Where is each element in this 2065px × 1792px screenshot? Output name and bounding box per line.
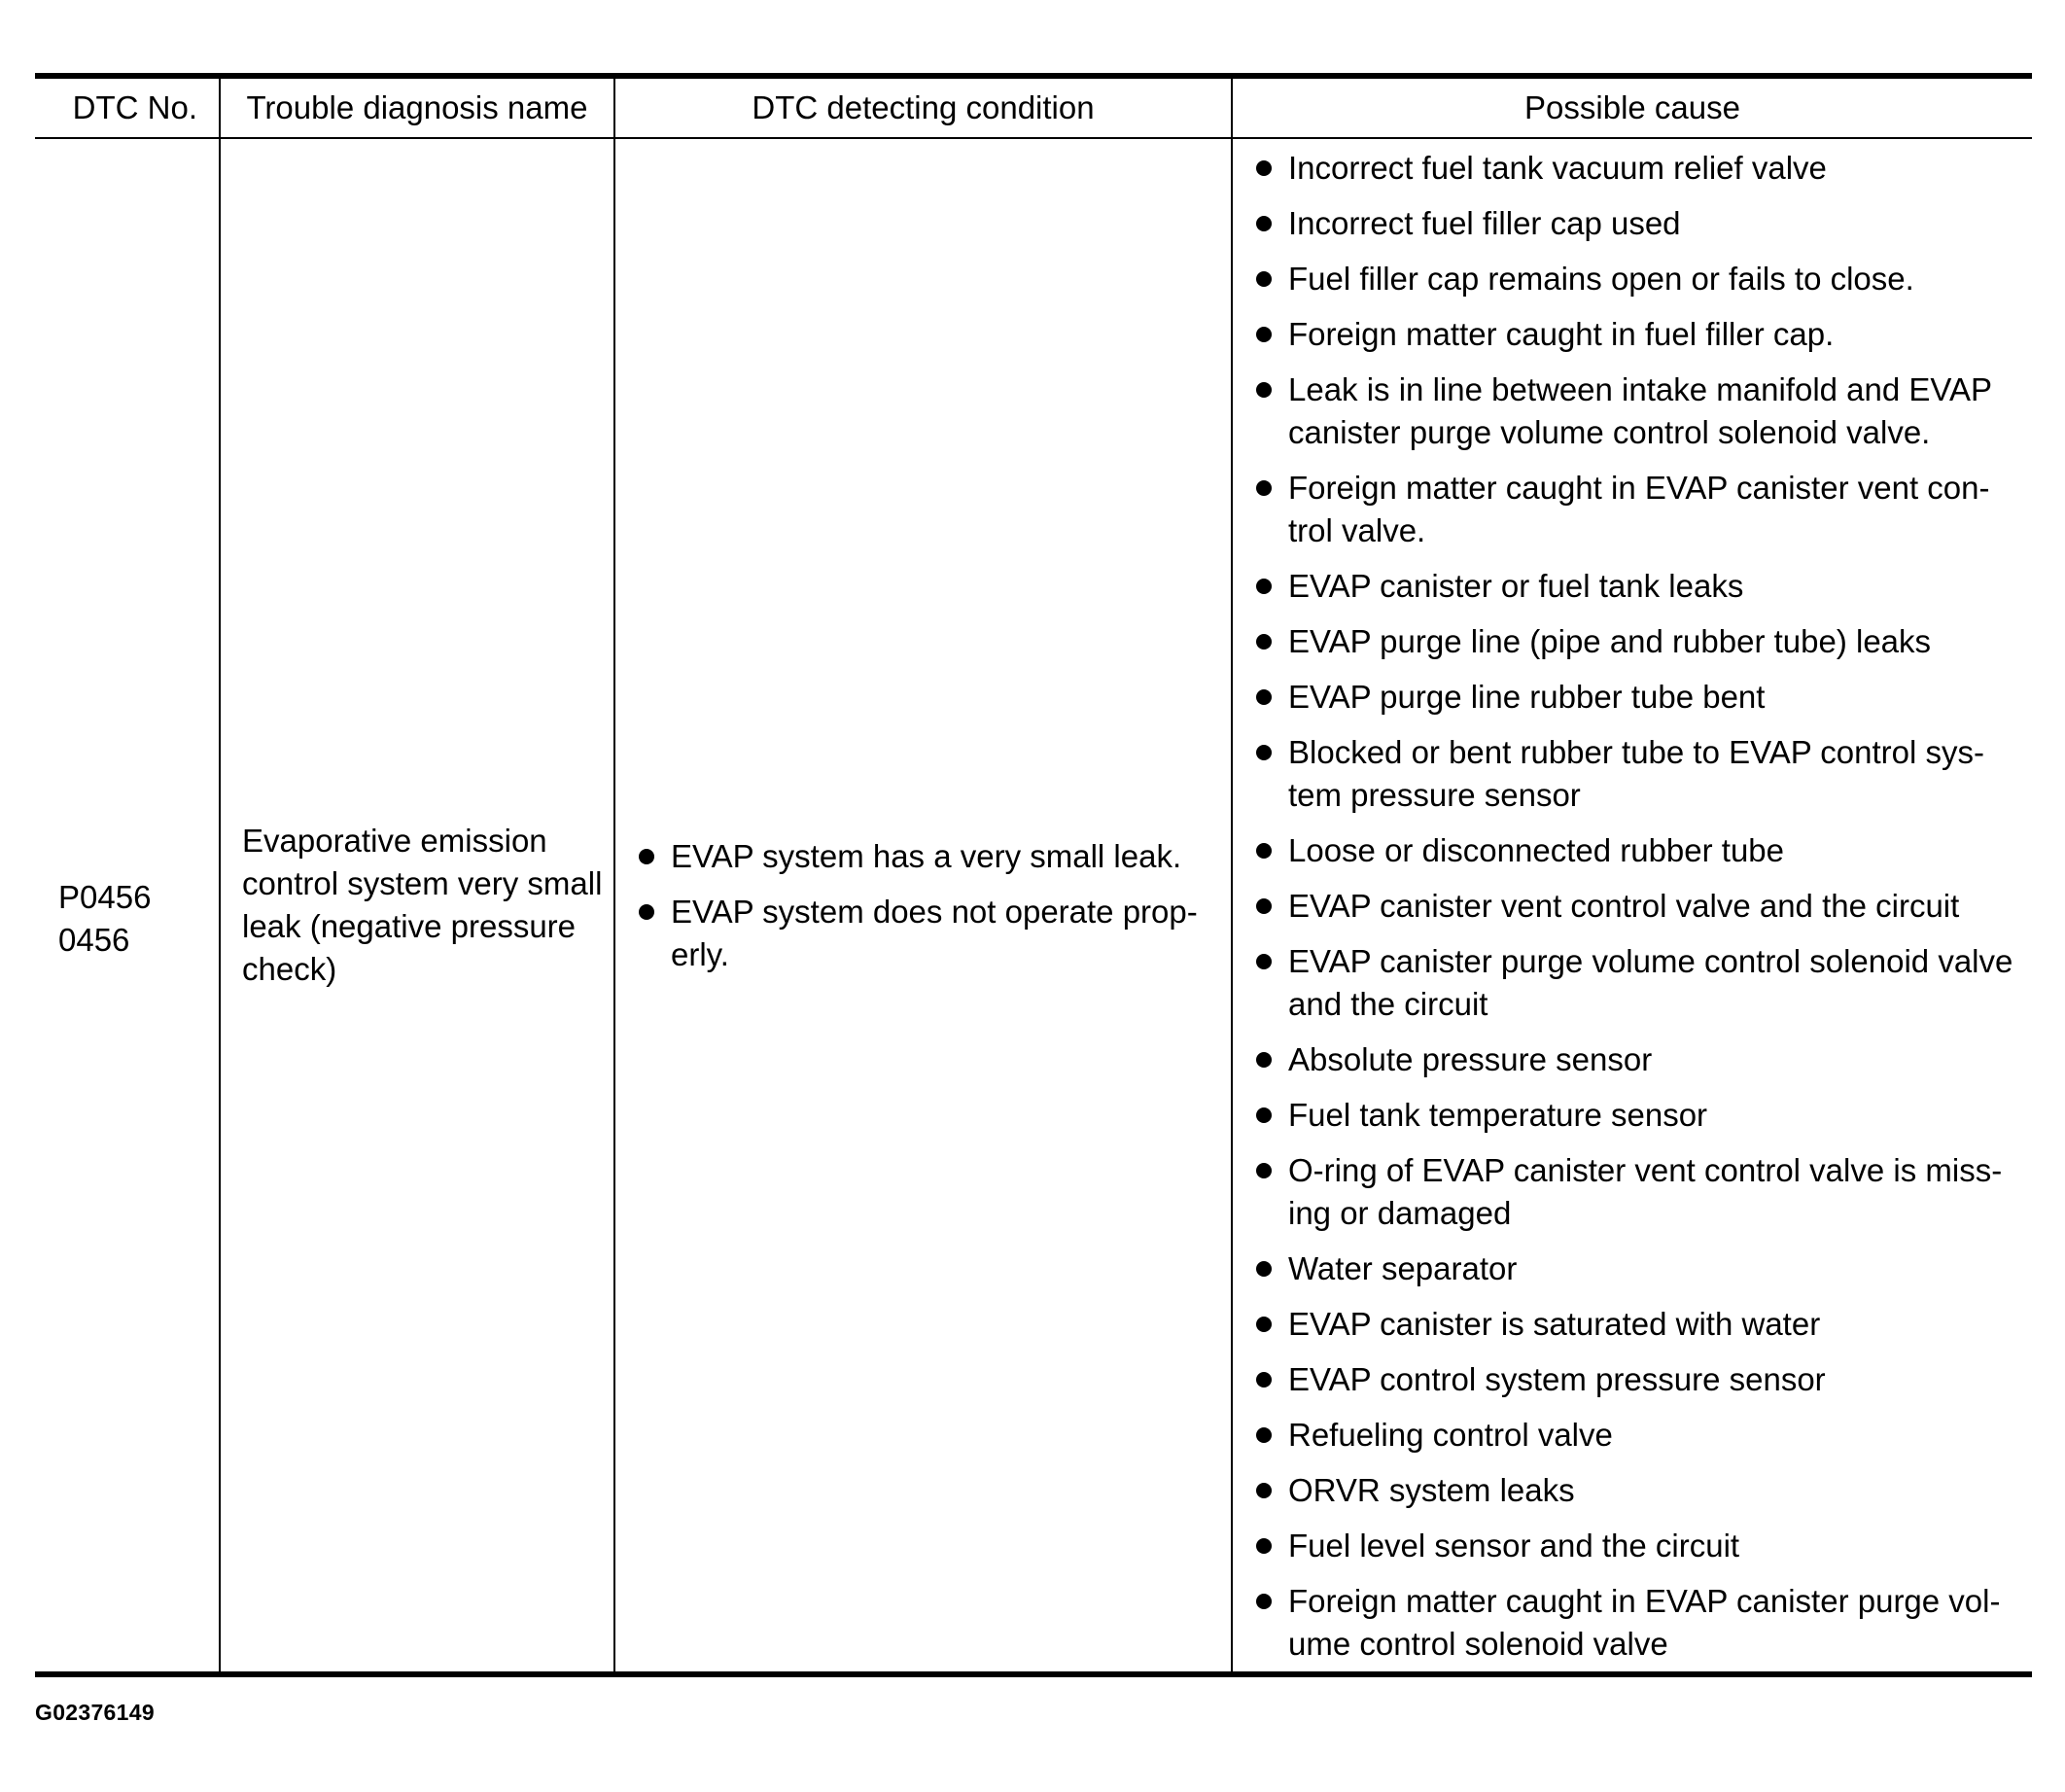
cause-item: Incorrect fuel filler cap used [1252, 202, 2020, 245]
dtc-table [35, 73, 2032, 1677]
dtc-code: P0456 [58, 879, 152, 915]
cause-list [1252, 147, 2020, 1666]
cause-item: EVAP canister purge volume control solenoid valve and the circuit [1252, 940, 2020, 1026]
cause-item: Fuel filler cap remains open or fails to close. [1252, 258, 2020, 300]
cause-item: Water separator [1252, 1247, 2020, 1290]
cause-item: Foreign matter caught in EVAP canister vent con-trol valve. [1252, 467, 2020, 552]
header-dtc-no: DTC No. [35, 76, 220, 138]
cause-item: EVAP control system pressure sensor [1252, 1358, 2020, 1401]
cause-item: EVAP canister or fuel tank leaks [1252, 565, 2020, 608]
header-trouble-name: Trouble diagnosis name [220, 76, 614, 138]
cause-item: Absolute pressure sensor [1252, 1038, 2020, 1081]
cause-item: Foreign matter caught in fuel filler cap. [1252, 313, 2020, 356]
cause-item: O-ring of EVAP canister vent control valve is miss-ing or damaged [1252, 1149, 2020, 1235]
dtc-table-container [35, 73, 2032, 1677]
header-detecting-condition: DTC detecting condition [614, 76, 1232, 138]
trouble-name: Evaporative emission control system very small leak (negative pressure check) [242, 823, 603, 987]
table-header-row [35, 76, 2032, 138]
cause-item: EVAP purge line (pipe and rubber tube) leaks [1252, 620, 2020, 663]
figure-id: G02376149 [35, 1700, 155, 1725]
detecting-condition-cell [614, 138, 1232, 1674]
cause-item: Fuel tank temperature sensor [1252, 1094, 2020, 1137]
dtc-code-cell [35, 138, 220, 1674]
cause-item: Fuel level sensor and the circuit [1252, 1525, 2020, 1567]
cause-item: EVAP purge line rubber tube bent [1252, 676, 2020, 719]
cause-item: Foreign matter caught in EVAP canister purge vol-ume control solenoid valve [1252, 1580, 2020, 1666]
trouble-name-cell [220, 138, 614, 1674]
cause-item: Leak is in line between intake manifold and EVAP canister purge volume control solenoid valve. [1252, 369, 2020, 454]
header-possible-cause: Possible cause [1232, 76, 2032, 138]
possible-cause-cell [1232, 138, 2032, 1674]
cause-item: Refueling control valve [1252, 1414, 2020, 1457]
condition-item: EVAP system has a very small leak. [635, 835, 1221, 878]
cause-item: Blocked or bent rubber tube to EVAP control sys-tem pressure sensor [1252, 731, 2020, 817]
cause-item: Loose or disconnected rubber tube [1252, 829, 2020, 872]
cause-item: EVAP canister vent control valve and the circuit [1252, 885, 2020, 928]
cause-item: ORVR system leaks [1252, 1469, 2020, 1512]
condition-item: EVAP system does not operate prop-erly. [635, 891, 1221, 976]
dtc-code-alt: 0456 [58, 922, 130, 958]
table-row [35, 138, 2032, 1674]
condition-list [635, 835, 1221, 976]
cause-item: EVAP canister is saturated with water [1252, 1303, 2020, 1346]
cause-item: Incorrect fuel tank vacuum relief valve [1252, 147, 2020, 190]
